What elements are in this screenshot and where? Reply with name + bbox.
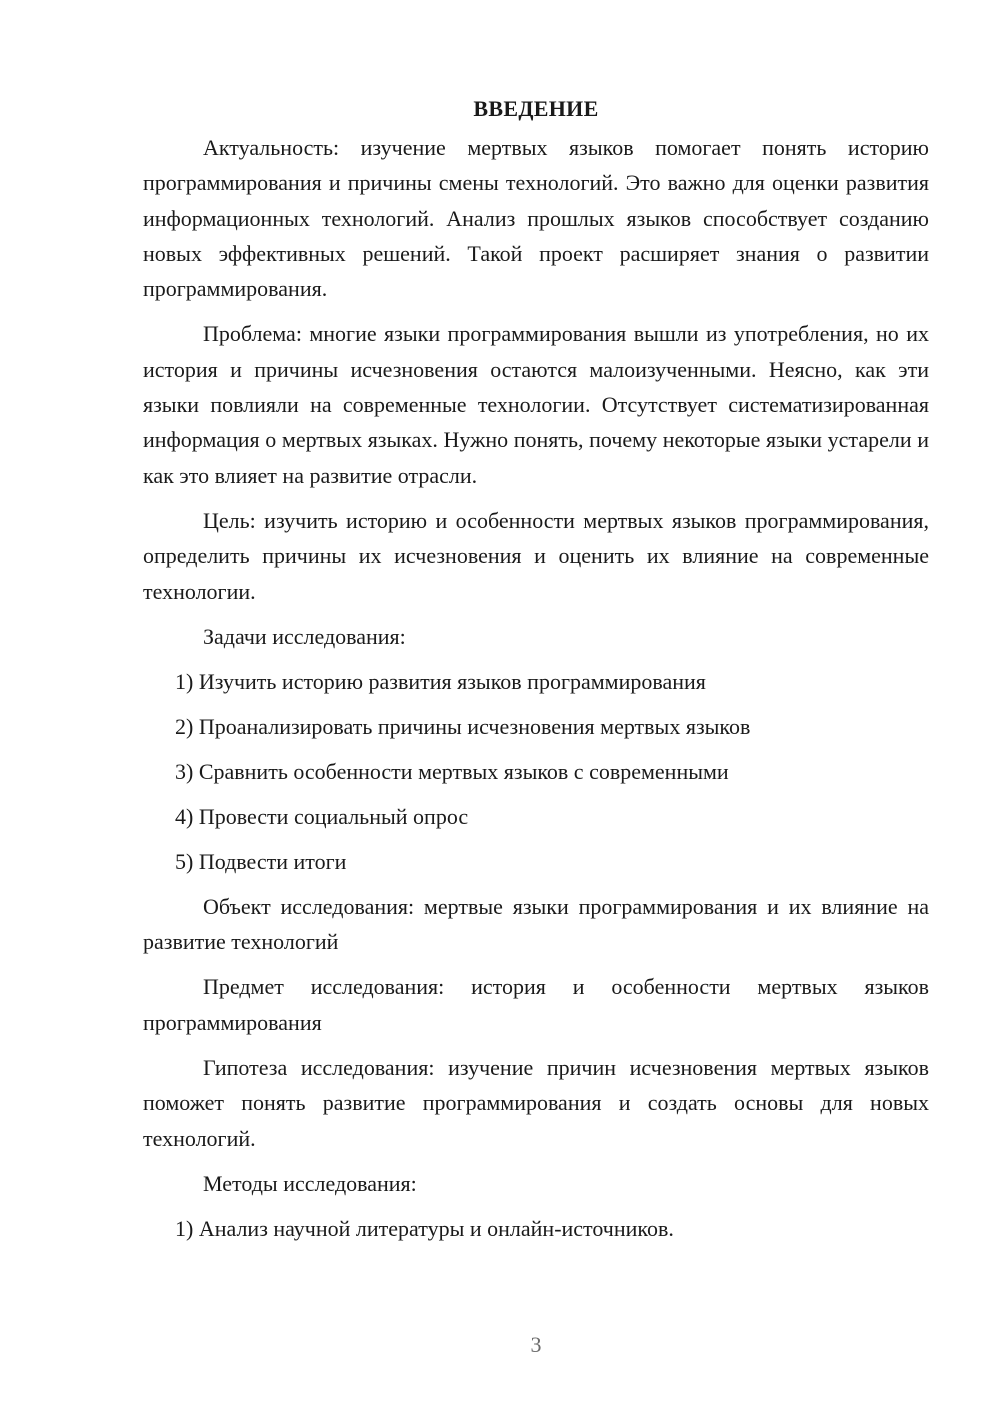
document-page <box>143 92 929 1256</box>
subject-paragraph: Предмет исследования: история и особенности мертвых языков программирования <box>143 974 929 1035</box>
tasks-label: Задачи исследования: <box>203 623 406 649</box>
section-heading: ВВЕДЕНИЕ <box>473 96 599 121</box>
methods-label: Методы исследования: <box>203 1170 417 1196</box>
relevance-paragraph: Актуальность: изучение мертвых языков помогает понять историю программирования и причины смены технологий. Это важно для оценки развития информационных технологий. Анализ прошлых языков способствует созданию новых эффективных решений. Такой проект расширяет знания о развитии программирования. <box>143 135 929 302</box>
methods-list <box>143 1211 929 1246</box>
tasks-list <box>143 664 929 879</box>
task-item: 2) Проанализировать причины исчезновения мертвых языков <box>175 713 751 739</box>
object-paragraph: Объект исследования: мертвые языки программирования и их влияние на развитие технологий <box>143 893 929 955</box>
method-item: 1) Анализ научной литературы и онлайн-источников. <box>175 1215 674 1241</box>
task-item: 3) Сравнить особенности мертвых языков с современными <box>175 758 729 784</box>
page-number: 3 <box>530 1332 542 1357</box>
goal-paragraph: Цель: изучить историю и особенности мертвых языков программирования, определить причины их исчезновения и оценить их влияние на современные технологии. <box>143 507 929 604</box>
hypothesis-paragraph: Гипотеза исследования: изучение причин исчезновения мертвых языков поможет понять развитие программирования и создать основы для новых технологий. <box>143 1055 929 1151</box>
task-item: 4) Провести социальный опрос <box>175 803 469 829</box>
problem-paragraph: Проблема: многие языки программирования вышли из употребления, но их история и причины исчезновения остаются малоизученными. Неясно, как эти языки повлияли на современные технологии. Отсутствует систематизированная информация о мертвых языках. Нужно понять, почему некоторые языки устарели и как это влияет на развитие отрасли. <box>143 321 929 488</box>
task-item: 1) Изучить историю развития языков программирования <box>175 668 706 694</box>
task-item: 5) Подвести итоги <box>175 848 347 874</box>
